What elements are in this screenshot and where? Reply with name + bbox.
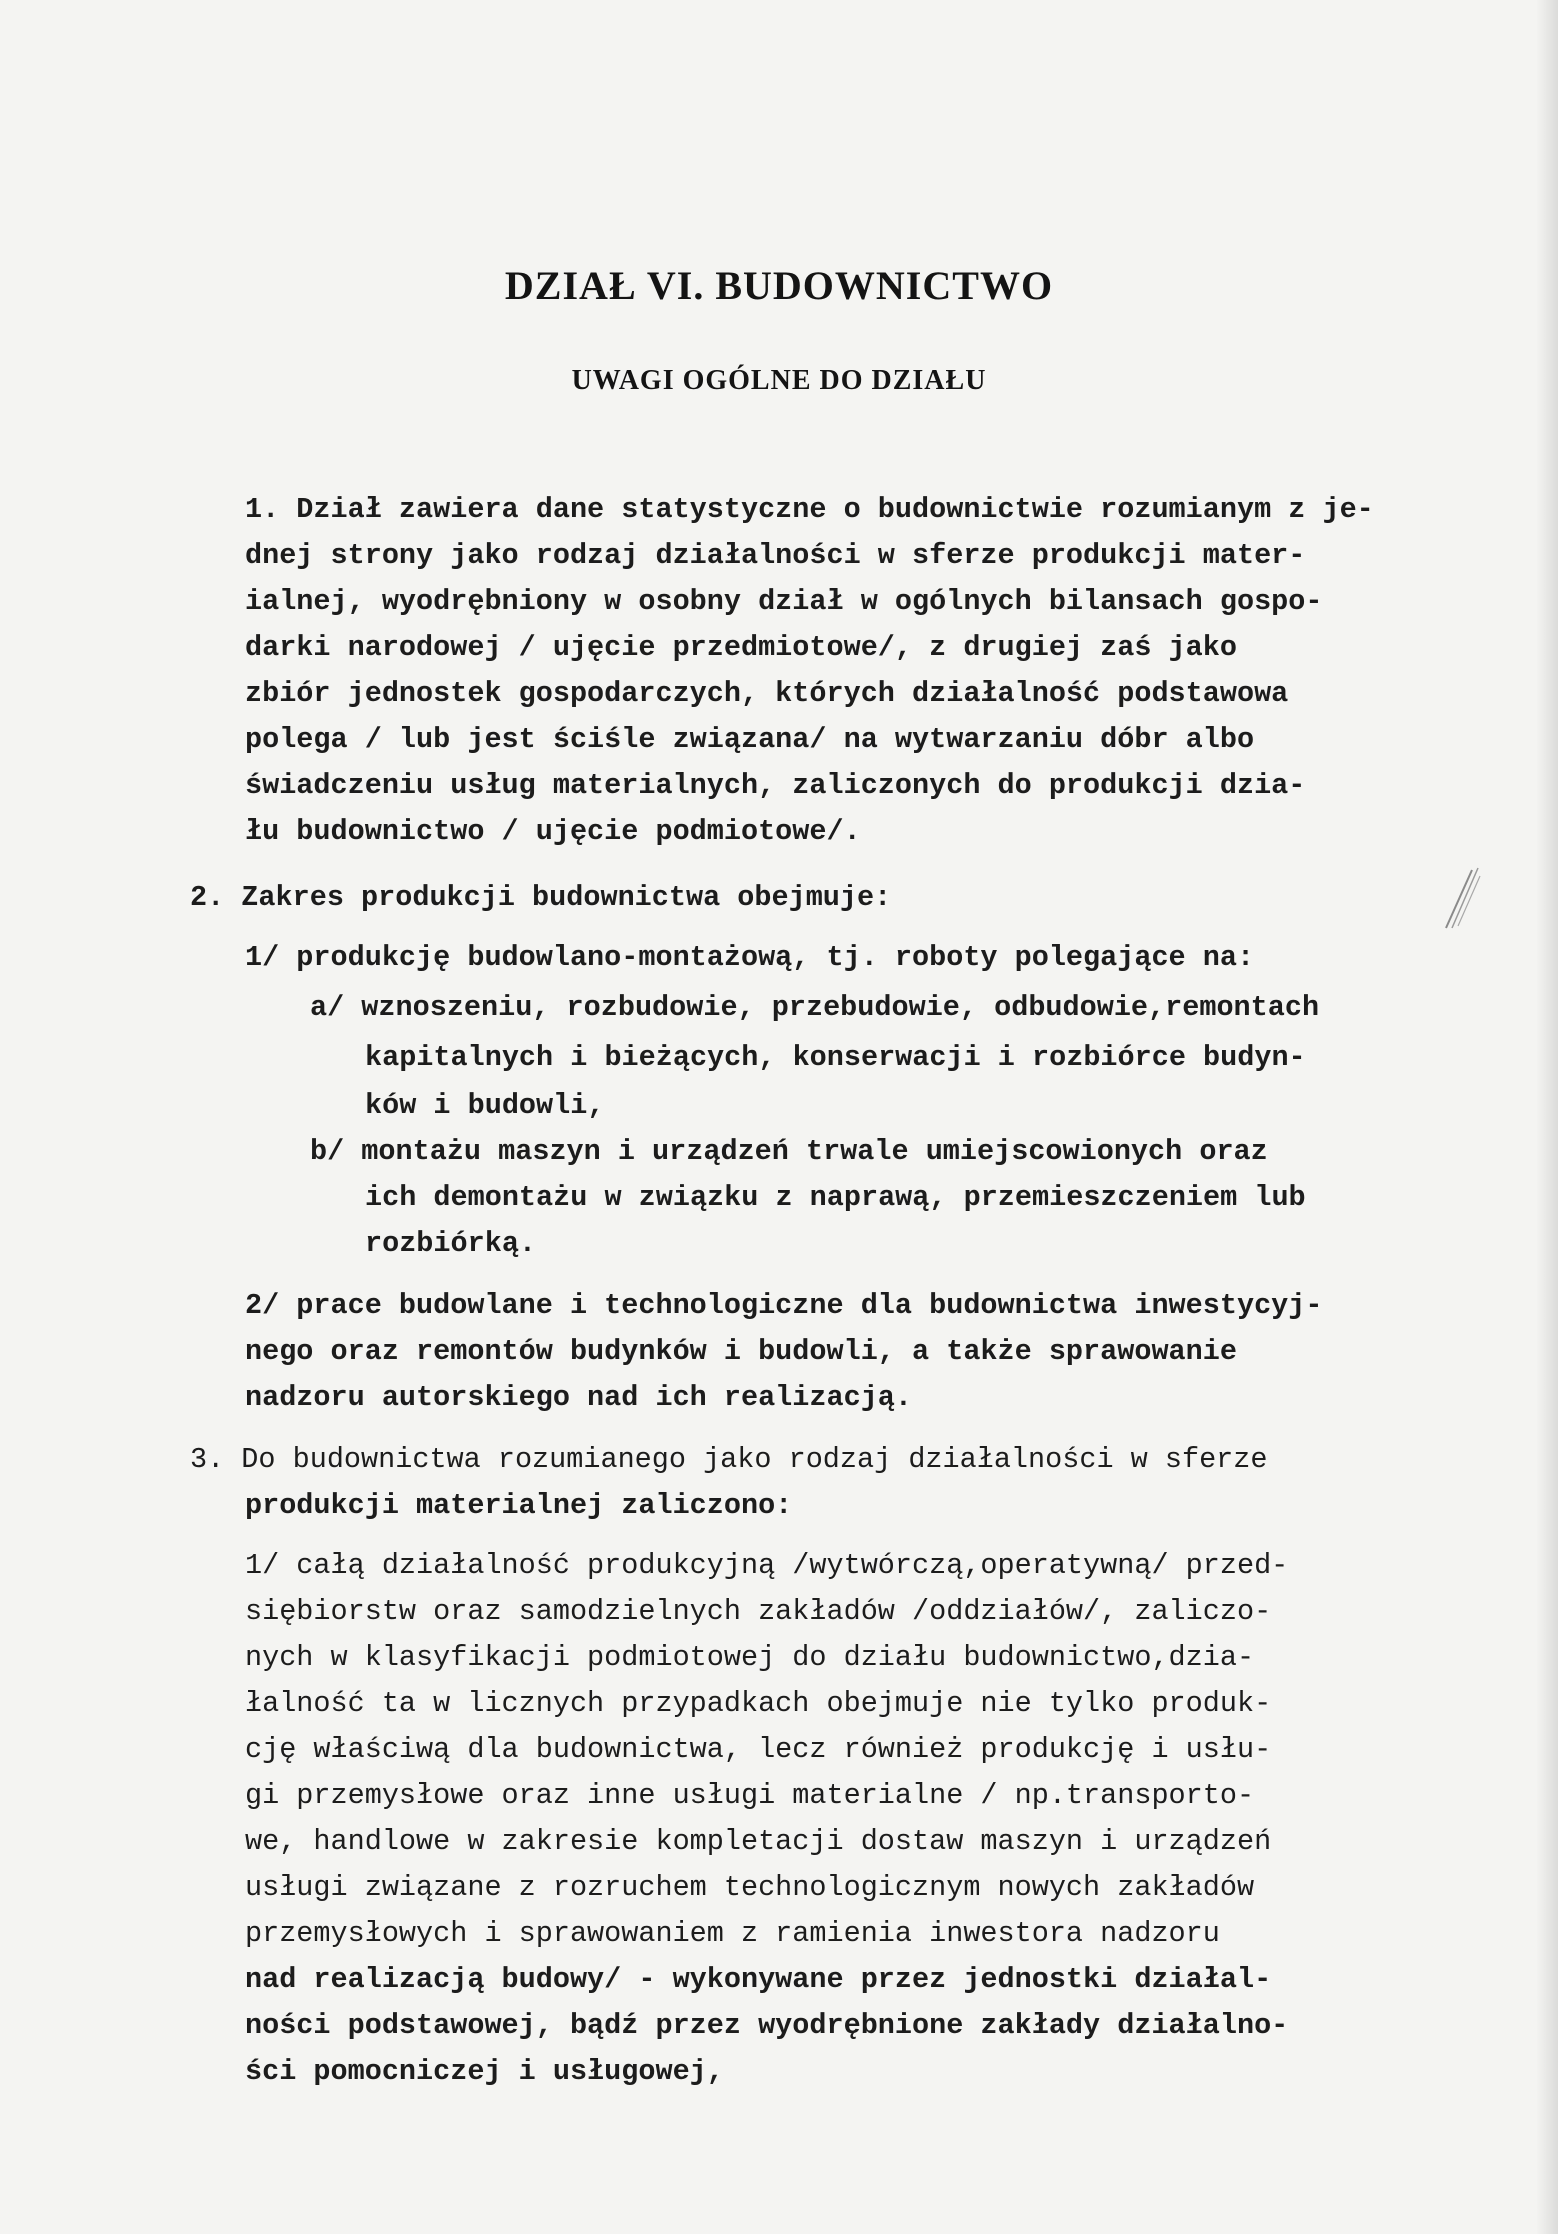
text-line: przemysłowych i sprawowaniem z ramienia inwestora nadzoru [245,1917,1220,1950]
text-line: łu budownictwo / ujęcie podmiotowe/. [245,815,861,848]
section-title: DZIAŁ VI. BUDOWNICTWO [504,263,1054,308]
text-line: 1. Dział zawiera dane statystyczne o budownictwie rozumianym z je- [245,493,1374,526]
text-line: nad realizacją budowy/ - wykonywane przez jednostki działal- [245,1963,1272,1996]
text-line: 1/ produkcję budowlano-montażową, tj. roboty polegające na: [245,941,1255,974]
text-line: b/ montażu maszyn i urządzeń trwale umiejscowionych oraz [310,1135,1268,1168]
text-line: gi przemysłowe oraz inne usługi materialne / np.transporto- [245,1779,1255,1812]
text-line: cję właściwą dla budownictwa, lecz również produkcję i usłu- [245,1733,1272,1766]
text-line: 2. Zakres produkcji budownictwa obejmuje: [190,881,892,914]
text-line: ści pomocniczej i usługowej, [245,2055,724,2088]
text-line: nadzoru autorskiego nad ich realizacją. [245,1381,913,1414]
text-line: polega / lub jest ściśle związana/ na wytwarzaniu dóbr albo [245,723,1255,756]
text-line: ności podstawowej, bądź przez wyodrębnione zakłady działalno- [245,2009,1289,2042]
text-line: siębiorstw oraz samodzielnych zakładów /oddziałów/, zaliczo- [245,1595,1272,1628]
text-line: kapitalnych i bieżących, konserwacji i rozbiórce budyn- [365,1041,1306,1074]
text-line: nych w klasyfikacji podmiotowej do działu budownictwo,dzia- [245,1641,1255,1674]
text-line: świadczeniu usług materialnych, zaliczonych do produkcji dzia- [245,769,1306,802]
text-line: darki narodowej / ujęcie przedmiotowe/, z drugiej zaś jako [245,631,1237,664]
text-line: 1/ całą działalność produkcyjną /wytwórczą,operatywną/ przed- [245,1549,1289,1582]
text-line: we, handlowe w zakresie kompletacji dostaw maszyn i urządzeń [245,1825,1272,1858]
text-line: ków i budowli, [365,1089,605,1122]
text-line: zbiór jednostek gospodarczych, których działalność podstawowa [245,677,1289,710]
text-line: 3. Do budownictwa rozumianego jako rodzaj działalności w sferze [190,1443,1268,1476]
text-line: 2/ prace budowlane i technologiczne dla budownictwa inwestycyj- [245,1289,1323,1322]
text-line: łalność ta w licznych przypadkach obejmuje nie tylko produk- [245,1687,1272,1720]
pencil-scratch-mark [1442,862,1482,932]
text-line: produkcji materialnej zaliczono: [245,1489,793,1522]
text-line: rozbiórką. [365,1227,537,1260]
text-line: ich demontażu w związku z naprawą, przemieszczeniem lub [365,1181,1306,1214]
text-line: a/ wznoszeniu, rozbudowie, przebudowie, odbudowie,remontach [310,991,1320,1024]
text-line: usługi związane z rozruchem technologicznym nowych zakładów [245,1871,1255,1904]
section-subtitle: UWAGI OGÓLNE DO DZIAŁU [571,365,987,396]
page-edge-shadow [1536,0,1558,2234]
text-line: nego oraz remontów budynków i budowli, a także sprawowanie [245,1335,1237,1368]
text-line: ialnej, wyodrębniony w osobny dział w ogólnych bilansach gospo- [245,585,1323,618]
text-line: dnej strony jako rodzaj działalności w sferze produkcji mater- [245,539,1306,572]
